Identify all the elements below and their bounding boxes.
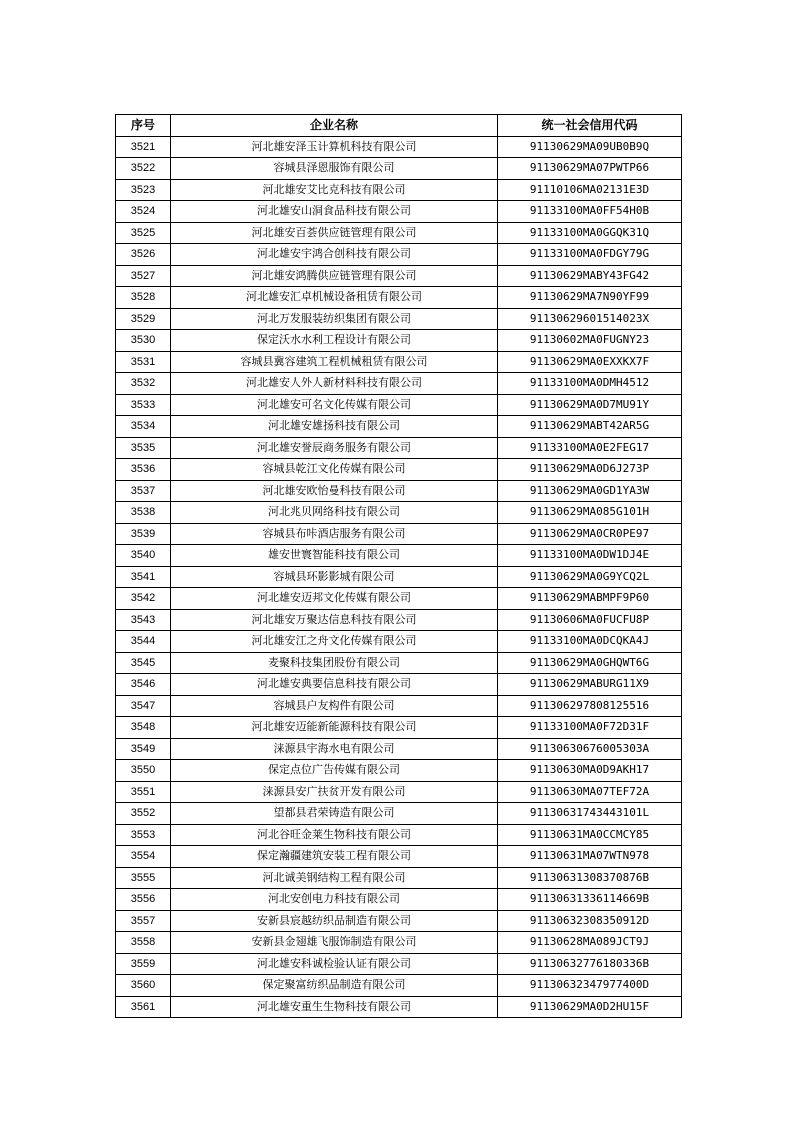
seq-cell: 3551	[116, 781, 171, 803]
seq-cell: 3554	[116, 846, 171, 868]
table-row	[116, 201, 682, 223]
table-row	[116, 846, 682, 868]
table-row	[116, 738, 682, 760]
seq-cell: 3533	[116, 394, 171, 416]
company-name-cell: 河北雄安宇鸿合创科技有限公司	[171, 244, 498, 266]
seq-cell: 3536	[116, 459, 171, 481]
company-name-cell: 河北谷旺金莱生物科技有限公司	[171, 824, 498, 846]
table-row	[116, 394, 682, 416]
credit-code-cell: 91133100MA0DW1DJ4E	[498, 545, 682, 567]
credit-code-cell: 91130629MA07PWTP66	[498, 158, 682, 180]
credit-code-cell: 91133100MA0DCQKA4J	[498, 631, 682, 653]
table-row	[116, 695, 682, 717]
credit-code-cell: 91133100MA0GGQK31Q	[498, 222, 682, 244]
seq-cell: 3526	[116, 244, 171, 266]
credit-code-cell: 91130629MA0GD1YA3W	[498, 480, 682, 502]
table-row	[116, 480, 682, 502]
company-name-cell: 河北雄安万聚达信息科技有限公司	[171, 609, 498, 631]
company-name-cell: 河北雄安雄扬科技有限公司	[171, 416, 498, 438]
table-header-row	[116, 115, 682, 137]
table-row	[116, 566, 682, 588]
company-name-cell: 涞源县安广扶贫开发有限公司	[171, 781, 498, 803]
table-row	[116, 136, 682, 158]
company-name-cell: 容城县冀容建筑工程机械租赁有限公司	[171, 351, 498, 373]
company-credit-code-table	[115, 114, 682, 1018]
company-name-cell: 河北万发服装纺织集团有限公司	[171, 308, 498, 330]
credit-code-cell: 91130629MA0GHQWT6G	[498, 652, 682, 674]
credit-code-cell: 91110106MA02131E3D	[498, 179, 682, 201]
company-name-cell: 河北雄安江之舟文化传媒有限公司	[171, 631, 498, 653]
credit-code-cell: 91130632776180336B	[498, 953, 682, 975]
credit-code-cell: 91130606MA0FUCFU8P	[498, 609, 682, 631]
seq-cell: 3560	[116, 975, 171, 997]
table-row	[116, 631, 682, 653]
company-name-cell: 河北雄安重生生物科技有限公司	[171, 996, 498, 1018]
table-row	[116, 308, 682, 330]
credit-code-cell: 91130629MA0G9YCQ2L	[498, 566, 682, 588]
credit-code-cell: 91130630676005303A	[498, 738, 682, 760]
seq-cell: 3539	[116, 523, 171, 545]
table-row	[116, 910, 682, 932]
seq-cell: 3559	[116, 953, 171, 975]
credit-code-cell: 91130629MABY43FG42	[498, 265, 682, 287]
credit-code-cell: 91130629MA085G101H	[498, 502, 682, 524]
seq-cell: 3561	[116, 996, 171, 1018]
credit-code-cell: 91133100MA0F72D31F	[498, 717, 682, 739]
table-row	[116, 889, 682, 911]
company-name-cell: 河北雄安迈邦文化传媒有限公司	[171, 588, 498, 610]
company-name-cell: 河北诚美钢结构工程有限公司	[171, 867, 498, 889]
seq-cell: 3542	[116, 588, 171, 610]
company-name-cell: 河北兆贝网络科技有限公司	[171, 502, 498, 524]
company-name-cell: 保定点位广告传媒有限公司	[171, 760, 498, 782]
table-row	[116, 351, 682, 373]
seq-cell: 3556	[116, 889, 171, 911]
company-name-cell: 河北雄安山洞食品科技有限公司	[171, 201, 498, 223]
table-row	[116, 373, 682, 395]
table-row	[116, 996, 682, 1018]
credit-code-cell: 91130632347977400D	[498, 975, 682, 997]
company-name-cell: 涞源县宇海水电有限公司	[171, 738, 498, 760]
seq-cell: 3522	[116, 158, 171, 180]
seq-cell: 3552	[116, 803, 171, 825]
company-name-cell: 安新县宸越纺织品制造有限公司	[171, 910, 498, 932]
credit-code-cell: 91133100MA0DMH4512	[498, 373, 682, 395]
company-name-cell: 河北安创电力科技有限公司	[171, 889, 498, 911]
company-name-cell: 河北雄安典要信息科技有限公司	[171, 674, 498, 696]
header-credit-code: 统一社会信用代码	[498, 115, 682, 137]
credit-code-cell: 91133100MA0E2FEG17	[498, 437, 682, 459]
credit-code-cell: 91130629MABMPF9P60	[498, 588, 682, 610]
seq-cell: 3557	[116, 910, 171, 932]
credit-code-cell: 91130628MA089JCT9J	[498, 932, 682, 954]
table-row	[116, 824, 682, 846]
seq-cell: 3523	[116, 179, 171, 201]
seq-cell: 3530	[116, 330, 171, 352]
table-row	[116, 760, 682, 782]
seq-cell: 3534	[116, 416, 171, 438]
company-name-cell: 河北雄安人外人新材料科技有限公司	[171, 373, 498, 395]
company-name-cell: 容城县户友构件有限公司	[171, 695, 498, 717]
credit-code-cell: 91130629MA09UB0B9Q	[498, 136, 682, 158]
credit-code-cell: 91130629MA0D7MU91Y	[498, 394, 682, 416]
table-row	[116, 222, 682, 244]
credit-code-cell: 91130630MA07TEF72A	[498, 781, 682, 803]
credit-code-cell: 91130631308370876B	[498, 867, 682, 889]
company-name-cell: 河北雄安科诚检验认证有限公司	[171, 953, 498, 975]
seq-cell: 3550	[116, 760, 171, 782]
seq-cell: 3525	[116, 222, 171, 244]
table-row	[116, 588, 682, 610]
credit-code-cell: 91130631MA0CCMCY85	[498, 824, 682, 846]
table-row	[116, 287, 682, 309]
company-name-cell: 河北雄安鸿腾供应链管理有限公司	[171, 265, 498, 287]
seq-cell: 3521	[116, 136, 171, 158]
table-row	[116, 502, 682, 524]
company-name-cell: 保定聚富纺织品制造有限公司	[171, 975, 498, 997]
seq-cell: 3555	[116, 867, 171, 889]
credit-code-cell: 91130629MABURG11X9	[498, 674, 682, 696]
seq-cell: 3553	[116, 824, 171, 846]
company-name-cell: 河北雄安汇卓机械设备租赁有限公司	[171, 287, 498, 309]
credit-code-cell: 91130631336114669B	[498, 889, 682, 911]
credit-code-cell: 91133100MA0FDGY79G	[498, 244, 682, 266]
seq-cell: 3528	[116, 287, 171, 309]
table-row	[116, 867, 682, 889]
company-name-cell: 雄安世寰智能科技有限公司	[171, 545, 498, 567]
company-name-cell: 麦聚科技集团股份有限公司	[171, 652, 498, 674]
seq-cell: 3529	[116, 308, 171, 330]
table-row	[116, 717, 682, 739]
table-row	[116, 932, 682, 954]
seq-cell: 3538	[116, 502, 171, 524]
seq-cell: 3543	[116, 609, 171, 631]
seq-cell: 3535	[116, 437, 171, 459]
seq-cell: 3548	[116, 717, 171, 739]
credit-code-cell: 91130629MA0D6J273P	[498, 459, 682, 481]
table-row	[116, 803, 682, 825]
company-name-cell: 河北雄安誉辰商务服务有限公司	[171, 437, 498, 459]
seq-cell: 3546	[116, 674, 171, 696]
company-name-cell: 容城县泽恩服饰有限公司	[171, 158, 498, 180]
company-name-cell: 河北雄安泽玉计算机科技有限公司	[171, 136, 498, 158]
credit-code-cell: 91130632308350912D	[498, 910, 682, 932]
table-row	[116, 674, 682, 696]
table-row	[116, 158, 682, 180]
company-name-cell: 保定沃水水利工程设计有限公司	[171, 330, 498, 352]
company-name-cell: 望都县君荣铸造有限公司	[171, 803, 498, 825]
table-row	[116, 244, 682, 266]
company-name-cell: 河北雄安欧怡曼科技有限公司	[171, 480, 498, 502]
credit-code-cell: 91130629MA7N90YF99	[498, 287, 682, 309]
table-row	[116, 330, 682, 352]
seq-cell: 3524	[116, 201, 171, 223]
company-name-cell: 河北雄安百荟供应链管理有限公司	[171, 222, 498, 244]
company-name-cell: 河北雄安可名文化传媒有限公司	[171, 394, 498, 416]
table-row	[116, 652, 682, 674]
credit-code-cell: 911306297808125516	[498, 695, 682, 717]
table-row	[116, 781, 682, 803]
credit-code-cell: 91130629601514023X	[498, 308, 682, 330]
seq-cell: 3558	[116, 932, 171, 954]
table-row	[116, 179, 682, 201]
table-row	[116, 523, 682, 545]
credit-code-cell: 91130630MA0D9AKH17	[498, 760, 682, 782]
seq-cell: 3531	[116, 351, 171, 373]
table-row	[116, 265, 682, 287]
header-seq: 序号	[116, 115, 171, 137]
credit-code-cell: 91130629MABT42AR5G	[498, 416, 682, 438]
company-name-cell: 保定瀚疆建筑安装工程有限公司	[171, 846, 498, 868]
credit-code-cell: 91130631743443101L	[498, 803, 682, 825]
table-row	[116, 953, 682, 975]
seq-cell: 3544	[116, 631, 171, 653]
seq-cell: 3547	[116, 695, 171, 717]
seq-cell: 3532	[116, 373, 171, 395]
credit-code-cell: 91130631MA07WTN978	[498, 846, 682, 868]
seq-cell: 3545	[116, 652, 171, 674]
seq-cell: 3527	[116, 265, 171, 287]
seq-cell: 3549	[116, 738, 171, 760]
table-row	[116, 459, 682, 481]
table-body	[116, 136, 682, 1018]
seq-cell: 3540	[116, 545, 171, 567]
table-row	[116, 609, 682, 631]
table-row	[116, 975, 682, 997]
company-name-cell: 河北雄安迈能新能源科技有限公司	[171, 717, 498, 739]
table-row	[116, 437, 682, 459]
credit-code-cell: 91133100MA0FF54H0B	[498, 201, 682, 223]
company-name-cell: 容城县乾江文化传媒有限公司	[171, 459, 498, 481]
company-name-cell: 安新县金翅雄飞服饰制造有限公司	[171, 932, 498, 954]
company-name-cell: 容城县环影影城有限公司	[171, 566, 498, 588]
company-name-cell: 容城县布咔酒店服务有限公司	[171, 523, 498, 545]
table-row	[116, 545, 682, 567]
seq-cell: 3537	[116, 480, 171, 502]
credit-code-cell: 91130629MA0D2HU15F	[498, 996, 682, 1018]
credit-code-cell: 91130629MA0CR0PE97	[498, 523, 682, 545]
credit-code-cell: 91130629MA0EXXKX7F	[498, 351, 682, 373]
table-row	[116, 416, 682, 438]
company-name-cell: 河北雄安艾比克科技有限公司	[171, 179, 498, 201]
header-company-name: 企业名称	[171, 115, 498, 137]
credit-code-cell: 91130602MA0FUGNY23	[498, 330, 682, 352]
seq-cell: 3541	[116, 566, 171, 588]
